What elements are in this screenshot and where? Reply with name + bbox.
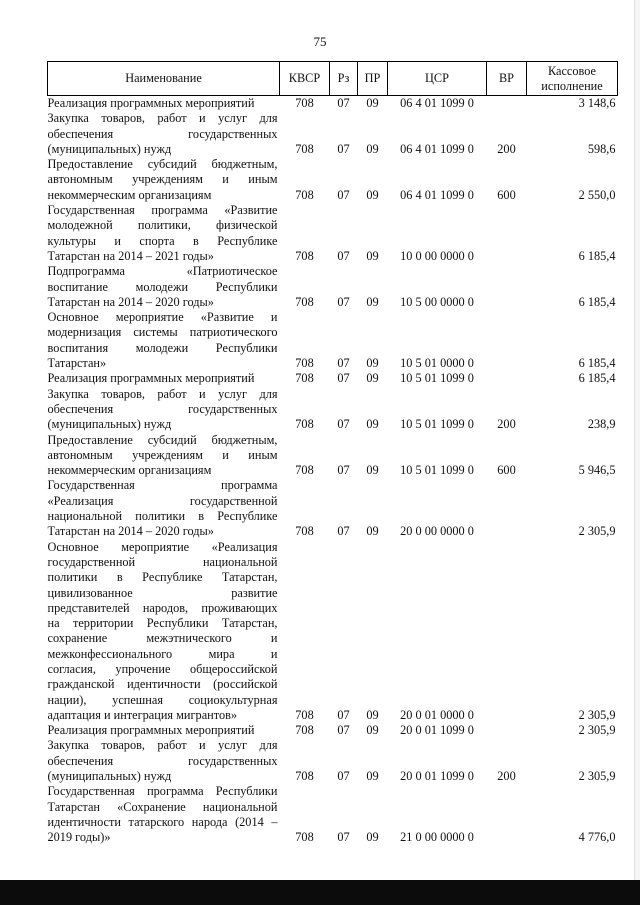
row-kvsr: 708 (295, 356, 314, 371)
table-row (48, 203, 618, 264)
row-name-line: политики в Республике Татарстан, (47, 570, 278, 585)
table-row (48, 157, 618, 203)
row-vr (487, 540, 527, 724)
row-name-line: сохранение межэтнического и (47, 631, 278, 646)
table-row (48, 264, 618, 310)
row-amount: 6 185,4 (578, 248, 616, 263)
row-name (48, 96, 280, 112)
row-vr (487, 723, 527, 738)
row-csr: 06 4 01 1099 0 (400, 187, 474, 202)
column-header-name: Наименование (48, 62, 280, 96)
row-amount: 3 148,6 (578, 96, 616, 110)
row-kvsr: 708 (295, 769, 314, 784)
row-name-line: Предоставление субсидий бюджетным, (47, 432, 278, 447)
table-row (48, 387, 618, 433)
row-csr: 20 0 01 0000 0 (400, 707, 474, 722)
row-name-line: Закупка товаров, работ и услуг для (47, 111, 278, 126)
table-header-row (48, 62, 618, 96)
column-header-csr: ЦСР (388, 62, 487, 96)
row-name-line: Татарстан на 2014 – 2020 годы» (47, 524, 214, 539)
page-number: 75 (313, 34, 327, 49)
row-name-line: Реализация программных мероприятий (47, 371, 255, 386)
row-amount: 2 305,9 (578, 769, 616, 784)
row-kvsr: 708 (295, 248, 314, 263)
row-name (48, 784, 280, 845)
row-name-line: идентичности татарского народа (2014 – (47, 814, 278, 829)
row-pr: 09 (366, 524, 379, 539)
row-vr: 200 (497, 769, 516, 784)
row-amount: 6 185,4 (578, 371, 616, 386)
row-name-line: модернизация системы патриотического (47, 325, 278, 340)
row-rz: 07 (337, 371, 350, 386)
row-pr: 09 (366, 707, 379, 722)
table-row (48, 310, 618, 371)
row-kvsr: 708 (295, 524, 314, 539)
scan-right-edge (634, 0, 640, 905)
column-header-amount (527, 62, 618, 96)
row-amount: 6 185,4 (578, 356, 616, 371)
row-name-line: Предоставление субсидий бюджетным, (47, 157, 278, 172)
row-csr: 10 5 01 1099 0 (400, 463, 474, 478)
row-name-line: Татарстан на 2014 – 2020 годы» (47, 294, 214, 309)
row-csr: 06 4 01 1099 0 (400, 141, 474, 156)
row-vr: 600 (497, 463, 516, 478)
row-rz: 07 (337, 707, 350, 722)
table-row (48, 111, 618, 157)
row-vr (487, 478, 527, 539)
column-header-amount-line1: Кассовое (547, 63, 597, 78)
row-pr: 09 (366, 96, 379, 110)
row-rz: 07 (337, 463, 350, 478)
row-name-line: Основное мероприятие «Реализация (47, 539, 278, 554)
row-rz: 07 (337, 723, 350, 738)
row-kvsr: 708 (295, 830, 314, 845)
row-vr (487, 310, 527, 371)
row-name-line: воспитания молодежи Республики (47, 340, 278, 355)
row-kvsr: 708 (295, 723, 314, 738)
row-pr: 09 (366, 141, 379, 156)
table-row (48, 723, 618, 738)
table-row (48, 433, 618, 479)
table-row (48, 96, 618, 112)
row-name-line: 2019 годы)» (47, 830, 111, 845)
row-vr (487, 96, 527, 112)
row-rz: 07 (337, 96, 350, 110)
row-name-line: государственной национальной (47, 554, 278, 569)
row-name-line: Реализация программных мероприятий (47, 96, 255, 110)
row-name-line: Татарстан «Сохранение национальной (47, 799, 278, 814)
row-name (48, 723, 280, 738)
row-amount: 598,6 (587, 141, 616, 156)
column-header-amount-line2: исполнение (541, 78, 603, 93)
row-name-line: (муниципальных) нужд (47, 769, 172, 784)
row-name-line: некоммерческим организациям (47, 187, 212, 202)
row-name-line: обеспечения государственных (47, 401, 278, 416)
row-csr: 20 0 01 1099 0 (400, 769, 474, 784)
row-name-line: автономным учреждениям и иным (47, 447, 278, 462)
row-name-line: национальной политики в Республике (47, 509, 278, 524)
row-pr: 09 (366, 769, 379, 784)
row-vr (487, 264, 527, 310)
row-rz: 07 (337, 356, 350, 371)
row-amount: 238,9 (587, 417, 616, 432)
row-pr: 09 (366, 417, 379, 432)
row-csr: 20 0 00 0000 0 (400, 524, 474, 539)
row-vr: 200 (497, 417, 516, 432)
column-header-pr: ПР (358, 62, 388, 96)
row-kvsr: 708 (295, 294, 314, 309)
row-name-line: Закупка товаров, работ и услуг для (47, 386, 278, 401)
row-amount: 5 946,5 (578, 463, 616, 478)
row-amount: 2 305,9 (578, 707, 616, 722)
row-rz: 07 (337, 141, 350, 156)
row-name-line: на территории Республики Татарстан, (47, 616, 278, 631)
table-row (48, 784, 618, 845)
row-name-line: «Реализация государственной (47, 493, 278, 508)
row-amount: 6 185,4 (578, 294, 616, 309)
row-name-line: Закупка товаров, работ и услуг для (47, 738, 278, 753)
row-csr: 10 5 01 0000 0 (400, 356, 474, 371)
row-name (48, 387, 280, 433)
row-name-line: согласия, упрочение общероссийской (47, 661, 278, 676)
row-csr: 10 5 00 0000 0 (400, 294, 474, 309)
row-name-line: адаптация и интеграция мигрантов» (47, 707, 238, 722)
row-name (48, 203, 280, 264)
row-pr: 09 (366, 356, 379, 371)
row-pr: 09 (366, 294, 379, 309)
scan-bottom-edge (0, 880, 640, 905)
row-name (48, 478, 280, 539)
row-pr: 09 (366, 830, 379, 845)
row-kvsr: 708 (295, 187, 314, 202)
row-rz: 07 (337, 248, 350, 263)
row-rz: 07 (337, 769, 350, 784)
row-name-line: межконфессионального мира и (47, 646, 278, 661)
row-pr: 09 (366, 463, 379, 478)
row-name-line: нации), успешная социокультурная (47, 692, 278, 707)
row-name (48, 264, 280, 310)
row-name-line: Основное мероприятие «Развитие и (47, 310, 278, 325)
row-name-line: Реализация программных мероприятий (47, 723, 255, 738)
row-name-line: (муниципальных) нужд (47, 141, 172, 156)
row-name (48, 111, 280, 157)
row-name-line: гражданской идентичности (российской (47, 677, 278, 692)
row-csr: 10 5 01 1099 0 (400, 371, 474, 386)
row-amount: 2 305,9 (578, 524, 616, 539)
row-name (48, 433, 280, 479)
row-name-line: представителей народов, проживающих (47, 600, 278, 615)
row-csr: 06 4 01 1099 0 (400, 96, 474, 110)
row-name-line: некоммерческим организациям (47, 463, 212, 478)
row-name-line: Татарстан» (47, 356, 107, 371)
row-name-line: автономным учреждениям и иным (47, 172, 278, 187)
row-vr (487, 371, 527, 386)
row-rz: 07 (337, 294, 350, 309)
row-rz: 07 (337, 830, 350, 845)
column-header-rz: Рз (330, 62, 358, 96)
row-name (48, 371, 280, 386)
row-csr: 10 5 01 1099 0 (400, 417, 474, 432)
row-csr: 10 0 00 0000 0 (400, 248, 474, 263)
row-rz: 07 (337, 524, 350, 539)
row-name (48, 310, 280, 371)
table-row (48, 478, 618, 539)
row-kvsr: 708 (295, 371, 314, 386)
row-amount: 2 550,0 (578, 187, 616, 202)
row-kvsr: 708 (295, 463, 314, 478)
row-name-line: Татарстан на 2014 – 2021 годы» (47, 248, 214, 263)
row-vr (487, 203, 527, 264)
budget-table (47, 61, 618, 846)
row-name-line: Государственная программа «Развитие (47, 203, 278, 218)
row-rz: 07 (337, 417, 350, 432)
row-amount: 2 305,9 (578, 723, 616, 738)
row-csr: 21 0 00 0000 0 (400, 830, 474, 845)
row-name-line: Государственная программа (47, 478, 278, 493)
row-name-line: обеспечения государственных (47, 753, 278, 768)
row-name-line: цивилизованное развитие (47, 585, 278, 600)
row-amount: 4 776,0 (578, 830, 616, 845)
row-kvsr: 708 (295, 417, 314, 432)
column-header-kvsr: КВСР (280, 62, 330, 96)
row-vr (487, 784, 527, 845)
row-vr: 600 (497, 187, 516, 202)
column-header-vr: ВР (487, 62, 527, 96)
row-name (48, 157, 280, 203)
row-pr: 09 (366, 248, 379, 263)
row-name-line: (муниципальных) нужд (47, 417, 172, 432)
table-row (48, 371, 618, 386)
row-name (48, 738, 280, 784)
row-pr: 09 (366, 723, 379, 738)
row-name-line: Государственная программа Республики (47, 784, 278, 799)
row-pr: 09 (366, 371, 379, 386)
table-row (48, 540, 618, 724)
row-csr: 20 0 01 1099 0 (400, 723, 474, 738)
row-vr: 200 (497, 141, 516, 156)
row-kvsr: 708 (295, 96, 314, 110)
row-name-line: воспитание молодежи Республики (47, 279, 278, 294)
row-name-line: Подпрограмма «Патриотическое (47, 264, 278, 279)
row-name-line: обеспечения государственных (47, 126, 278, 141)
row-kvsr: 708 (295, 707, 314, 722)
row-name (48, 540, 280, 724)
table-body (48, 96, 618, 846)
row-name-line: культуры и спорта в Республике (47, 233, 278, 248)
row-kvsr: 708 (295, 141, 314, 156)
table-row (48, 738, 618, 784)
row-pr: 09 (366, 187, 379, 202)
row-rz: 07 (337, 187, 350, 202)
row-name-line: молодежной политики, физической (47, 218, 278, 233)
